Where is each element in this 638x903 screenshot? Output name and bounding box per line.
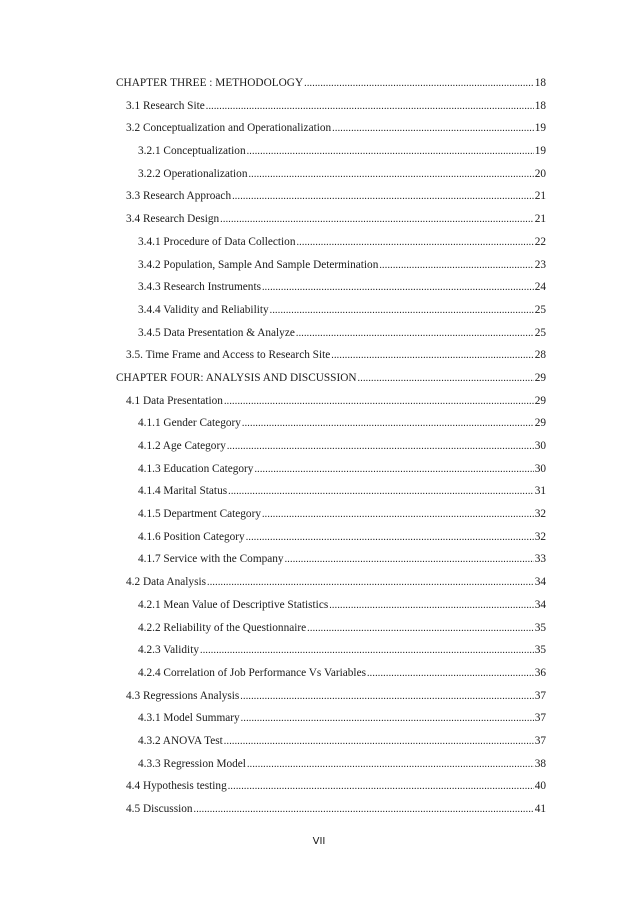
toc-entry-page-number: 23 [534, 258, 546, 271]
page-number: VII [312, 836, 326, 847]
toc-entry-title: 4.1.5 Department Category [138, 508, 261, 521]
toc-section-entry[interactable] [116, 348, 546, 371]
toc-section-entry[interactable] [116, 666, 546, 689]
toc-entry-page-number: 18 [534, 77, 546, 89]
toc-entry-title: 4.3.1 Model Summary [138, 712, 240, 725]
toc-section-entry[interactable] [116, 167, 546, 190]
toc-entry-title: 4.5 Discussion [126, 803, 193, 815]
toc-section-entry[interactable] [116, 189, 546, 212]
toc-entry-page-number: 35 [534, 621, 546, 634]
dot-leader [254, 463, 533, 477]
dot-leader [224, 735, 534, 749]
dot-leader [358, 372, 534, 386]
toc-section-entry[interactable] [116, 643, 546, 666]
dot-leader [227, 440, 534, 454]
toc-chapter-entry[interactable] [116, 76, 546, 99]
toc-entry-page-number: 38 [534, 757, 546, 770]
toc-entry-page-number: 30 [534, 462, 546, 475]
dot-leader [329, 599, 533, 613]
toc-entry-page-number: 32 [534, 530, 546, 543]
dot-leader [247, 758, 534, 772]
toc-chapter-entry[interactable] [116, 371, 546, 394]
toc-entry-page-number: 24 [534, 281, 546, 294]
dot-leader [232, 190, 534, 204]
toc-entry-title: 3.4.1 Procedure of Data Collection [138, 235, 296, 248]
toc-entry-page-number: 29 [534, 394, 546, 407]
toc-entry-page-number: 25 [534, 326, 546, 339]
dot-leader [304, 77, 534, 91]
toc-entry-page-number: 40 [534, 780, 546, 793]
toc-section-entry[interactable] [116, 303, 546, 326]
toc-entry-page-number: 20 [534, 167, 546, 180]
toc-entry-page-number: 34 [534, 598, 546, 611]
toc-entry-page-number: 32 [534, 508, 546, 521]
dot-leader [332, 122, 534, 136]
toc-entry-page-number: 35 [534, 644, 546, 657]
toc-entry-title: 4.1.4 Marital Status [138, 485, 228, 498]
toc-section-entry[interactable] [116, 439, 546, 462]
toc-entry-page-number: 18 [534, 99, 546, 112]
toc-section-entry[interactable] [116, 99, 546, 122]
toc-entry-page-number: 25 [534, 303, 546, 316]
toc-entry-page-number: 21 [534, 190, 546, 203]
dot-leader [296, 327, 534, 341]
toc-entry-page-number: 21 [534, 213, 546, 226]
dot-leader [367, 667, 534, 681]
dot-leader [228, 485, 534, 499]
dot-leader [262, 281, 534, 295]
toc-entry-page-number: 33 [534, 553, 546, 566]
toc-entry-title: 3.4.2 Population, Sample And Sample Determination [138, 258, 379, 271]
toc-section-entry[interactable] [116, 802, 546, 825]
toc-entry-title: 4.1 Data Presentation [126, 394, 223, 407]
dot-leader [270, 304, 534, 318]
toc-entry-title: 4.1.7 Service with the Company [138, 553, 284, 566]
toc-section-entry[interactable] [116, 507, 546, 530]
toc-section-entry[interactable] [116, 575, 546, 598]
toc-entry-page-number: 37 [534, 734, 546, 747]
dot-leader [379, 259, 533, 273]
dot-leader [242, 417, 534, 431]
dot-leader [207, 576, 534, 590]
table-of-contents [116, 76, 546, 825]
toc-section-entry[interactable] [116, 144, 546, 167]
dot-leader [247, 145, 534, 159]
toc-section-entry[interactable] [116, 598, 546, 621]
dot-leader [296, 236, 533, 250]
toc-section-entry[interactable] [116, 394, 546, 417]
toc-entry-title: CHAPTER FOUR: ANALYSIS AND DISCUSSION [116, 371, 357, 384]
toc-section-entry[interactable] [116, 711, 546, 734]
toc-entry-page-number: 29 [534, 371, 546, 384]
toc-section-entry[interactable] [116, 462, 546, 485]
toc-entry-page-number: 29 [534, 417, 546, 430]
dot-leader [240, 690, 533, 704]
toc-section-entry[interactable] [116, 416, 546, 439]
toc-entry-title: 3.2 Conceptualization and Operationalization [126, 122, 332, 135]
dot-leader [206, 100, 534, 114]
dot-leader [262, 508, 534, 522]
toc-entry-title: 4.3.2 ANOVA Test [138, 734, 223, 747]
dot-leader [194, 803, 534, 817]
toc-section-entry[interactable] [116, 530, 546, 553]
toc-entry-page-number: 41 [534, 803, 546, 815]
dot-leader [228, 780, 534, 794]
toc-entry-title: 4.1.2 Age Category [138, 440, 226, 452]
toc-entry-title: 3.4.5 Data Presentation & Analyze [138, 326, 295, 339]
toc-section-entry[interactable] [116, 326, 546, 349]
toc-section-entry[interactable] [116, 235, 546, 258]
toc-entry-title: 3.5. Time Frame and Access to Research Site [126, 349, 331, 362]
toc-entry-title: 3.2.2 Operationalization [138, 167, 248, 180]
dot-leader [241, 712, 534, 726]
dot-leader [307, 622, 534, 636]
toc-section-entry[interactable] [116, 121, 546, 144]
dot-leader [220, 213, 534, 227]
dot-leader [200, 644, 534, 658]
toc-entry-page-number: 28 [534, 349, 546, 362]
toc-entry-page-number: 34 [534, 576, 546, 589]
toc-entry-title: 4.2.1 Mean Value of Descriptive Statistics [138, 598, 329, 611]
toc-section-entry[interactable] [116, 484, 546, 507]
toc-section-entry[interactable] [116, 689, 546, 712]
toc-entry-page-number: 37 [534, 712, 546, 725]
toc-entry-title: 4.3 Regressions Analysis [126, 689, 240, 702]
toc-entry-title: 3.4.4 Validity and Reliability [138, 303, 269, 316]
toc-section-entry[interactable] [116, 734, 546, 757]
toc-entry-page-number: 30 [534, 440, 546, 452]
dot-leader [246, 531, 534, 545]
toc-entry-page-number: 19 [534, 122, 546, 135]
toc-entry-title: 4.1.6 Position Category [138, 530, 245, 543]
toc-entry-page-number: 19 [534, 145, 546, 158]
toc-section-entry[interactable] [116, 552, 546, 575]
toc-entry-title: 3.3 Research Approach [126, 190, 232, 203]
toc-entry-title: CHAPTER THREE : METHODOLOGY [116, 77, 304, 89]
toc-entry-title: 3.2.1 Conceptualization [138, 145, 246, 158]
toc-section-entry[interactable] [116, 621, 546, 644]
toc-entry-title: 4.2.2 Reliability of the Questionnaire [138, 621, 307, 634]
toc-section-entry[interactable] [116, 258, 546, 281]
toc-entry-title: 3.4 Research Design [126, 213, 220, 226]
toc-entry-title: 4.1.3 Education Category [138, 462, 254, 475]
toc-entry-title: 3.1 Research Site [126, 99, 205, 112]
toc-entry-title: 4.2.4 Correlation of Job Performance Vs Variables [138, 666, 366, 679]
dot-leader [224, 395, 534, 409]
toc-section-entry[interactable] [116, 280, 546, 303]
toc-entry-page-number: 22 [534, 235, 546, 248]
toc-entry-title: 4.2 Data Analysis [126, 576, 207, 589]
toc-entry-page-number: 37 [534, 689, 546, 702]
toc-section-entry[interactable] [116, 779, 546, 802]
toc-section-entry[interactable] [116, 757, 546, 780]
toc-entry-page-number: 31 [534, 485, 546, 498]
dot-leader [285, 553, 534, 567]
dot-leader [331, 349, 533, 363]
toc-entry-title: 3.4.3 Research Instruments [138, 281, 261, 294]
toc-entry-title: 4.3.3 Regression Model [138, 757, 246, 770]
toc-section-entry[interactable] [116, 212, 546, 235]
toc-entry-title: 4.4 Hypothesis testing [126, 780, 227, 793]
dot-leader [248, 168, 533, 182]
toc-entry-title: 4.2.3 Validity [138, 644, 199, 657]
toc-entry-page-number: 36 [534, 666, 546, 679]
toc-entry-title: 4.1.1 Gender Category [138, 417, 241, 430]
